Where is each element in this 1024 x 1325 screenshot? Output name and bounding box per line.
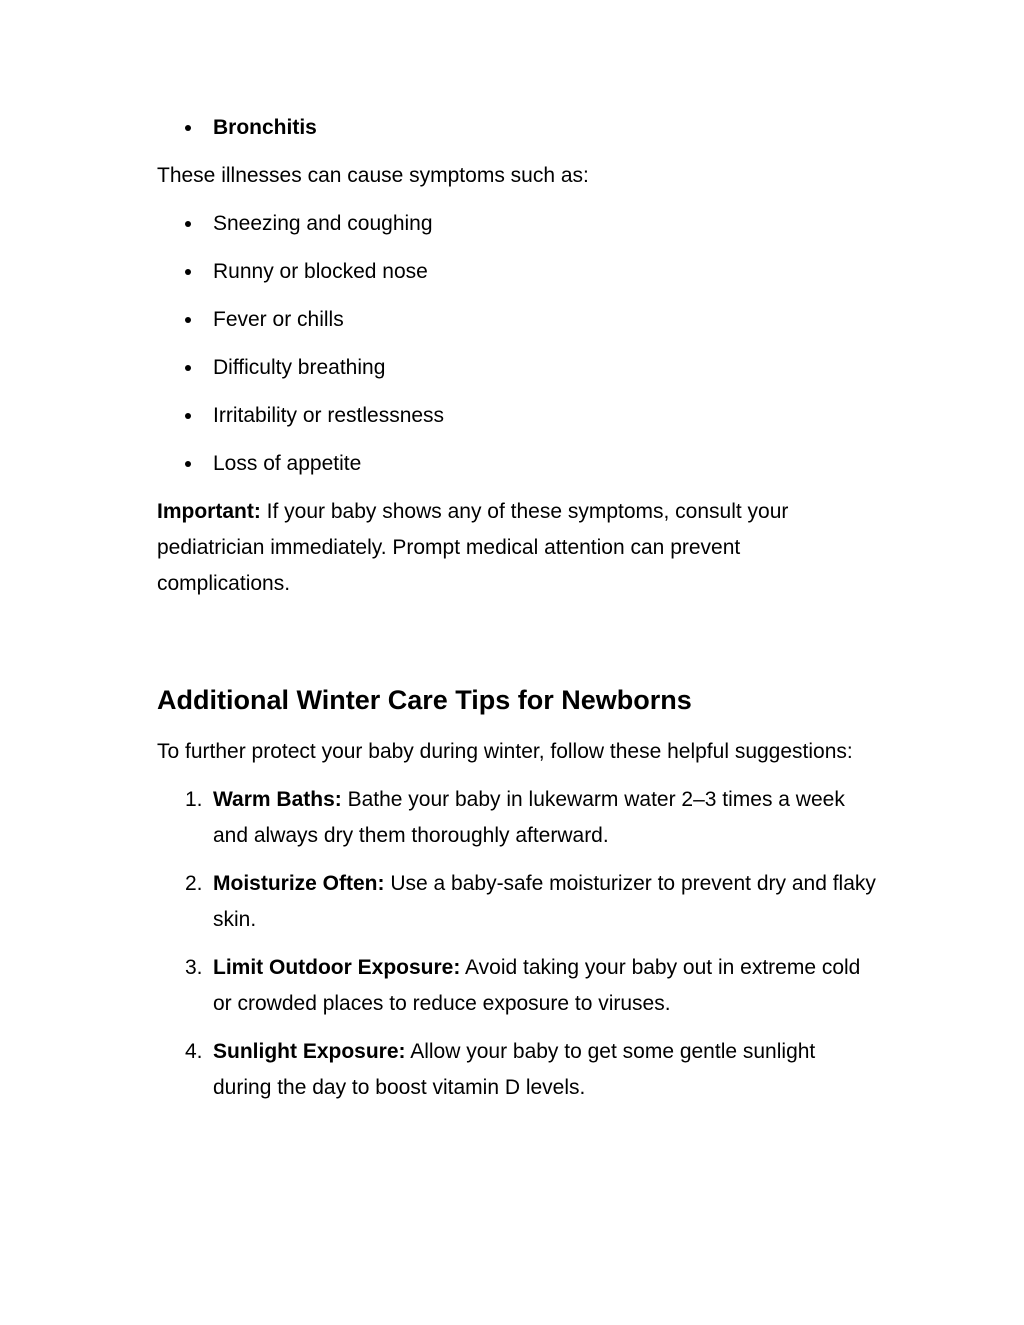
bullet-icon (185, 413, 191, 419)
section-heading: Additional Winter Care Tips for Newborns (157, 685, 692, 715)
important-label: Important: (157, 500, 261, 523)
tip-label: Sunlight Exposure: (213, 1040, 406, 1063)
bullet-icon (185, 269, 191, 275)
symptom-text: Sneezing and coughing (213, 212, 433, 235)
symptom-text: Difficulty breathing (213, 356, 386, 379)
item-number: 1. (185, 788, 203, 811)
symptom-text: Loss of appetite (213, 452, 362, 475)
list-item (157, 446, 877, 482)
symptom-text: Fever or chills (213, 308, 344, 331)
bullet-icon (185, 461, 191, 467)
list-item (157, 206, 877, 242)
list-item (157, 950, 877, 1022)
tip-label: Moisturize Often: (213, 872, 385, 895)
important-text: If your baby shows any of these symptoms, consult your pediatrician immediately. Prompt medical attention can prevent complications. (157, 500, 789, 595)
bullet-icon (185, 317, 191, 323)
tip-text: Allow your baby to get some gentle sunlight during the day to boost vitamin D levels. (213, 1040, 816, 1099)
bullet-icon (185, 125, 191, 131)
symptoms-intro: These illnesses can cause symptoms such as: (157, 164, 589, 187)
tip-text: Bathe your baby in lukewarm water 2–3 times a week and always dry them thoroughly afterward. (213, 788, 845, 847)
list-item (157, 398, 877, 434)
list-item (157, 1034, 877, 1106)
tip-text: Avoid taking your baby out in extreme cold or crowded places to reduce exposure to viruses. (213, 956, 861, 1015)
tip-text: Use a baby-safe moisturizer to prevent dry and flaky skin. (213, 872, 876, 931)
bullet-icon (185, 365, 191, 371)
list-item (157, 254, 877, 290)
illness-name: Bronchitis (213, 116, 317, 139)
illness-list (157, 110, 877, 146)
item-number: 2. (185, 872, 203, 895)
document-page (157, 110, 877, 1118)
bullet-icon (185, 221, 191, 227)
list-item (157, 302, 877, 338)
symptom-text: Runny or blocked nose (213, 260, 428, 283)
item-number: 4. (185, 1040, 203, 1063)
symptom-text: Irritability or restlessness (213, 404, 445, 427)
list-item (157, 866, 877, 938)
list-item (157, 350, 877, 386)
item-number: 3. (185, 956, 203, 979)
tips-list (157, 782, 877, 1106)
important-note (157, 494, 877, 602)
tip-label: Limit Outdoor Exposure: (213, 956, 461, 979)
list-item (157, 782, 877, 854)
section-intro: To further protect your baby during winter, follow these helpful suggestions: (157, 740, 853, 763)
list-item (157, 110, 877, 146)
tip-label: Warm Baths: (213, 788, 342, 811)
symptom-list (157, 206, 877, 482)
